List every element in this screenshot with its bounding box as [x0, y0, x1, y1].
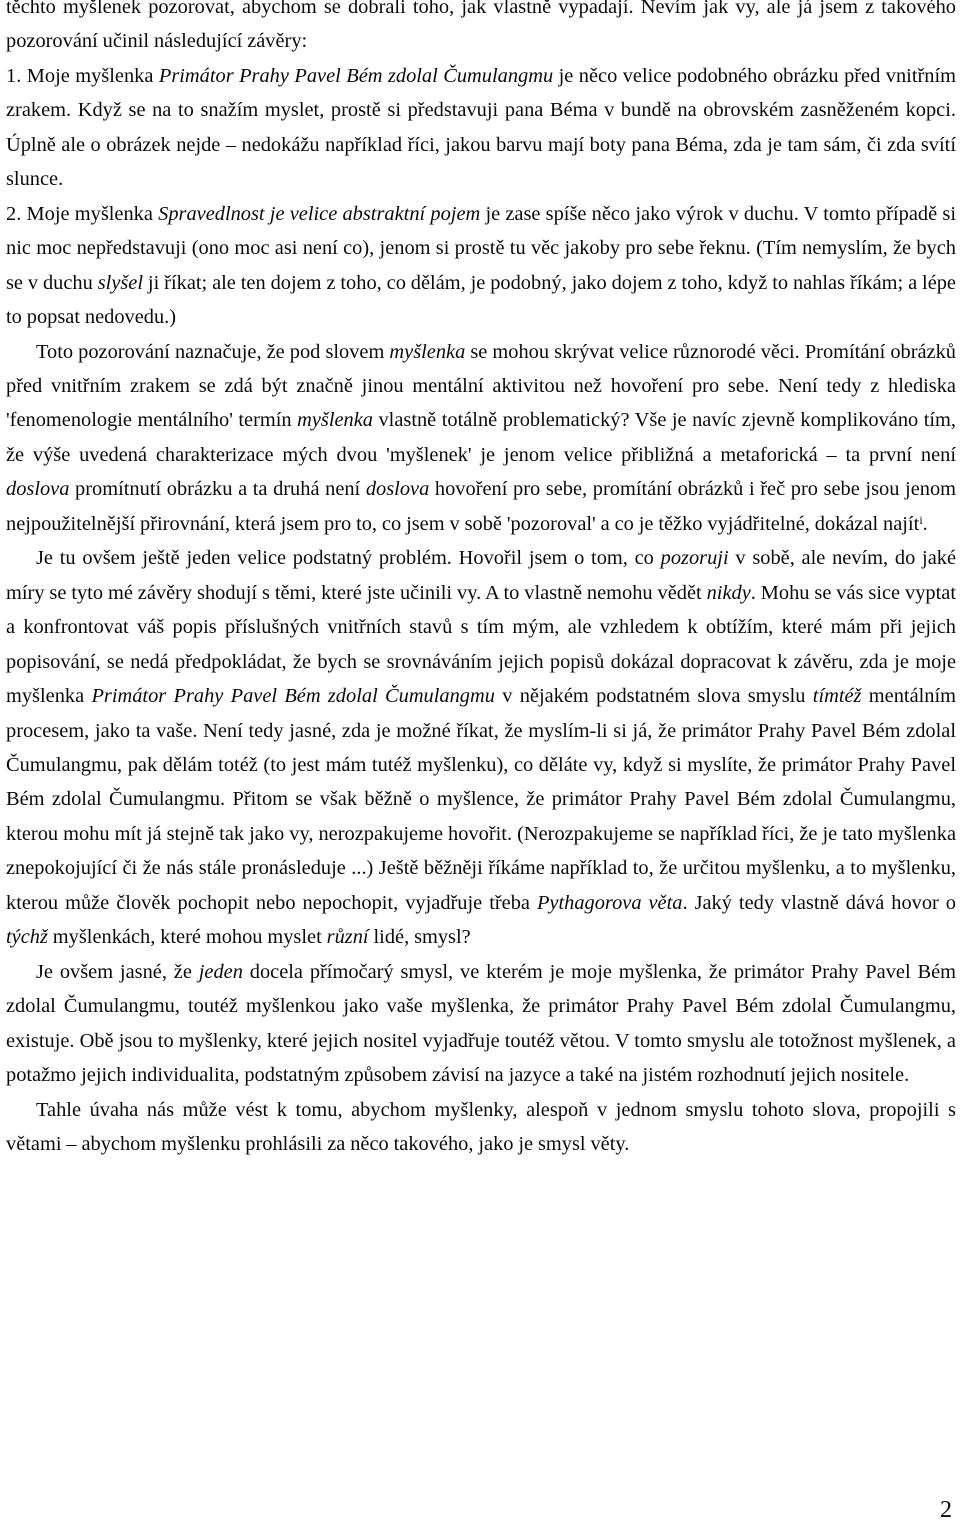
italic-text: doslova — [6, 478, 70, 501]
text-segment: . — [922, 512, 928, 535]
text-segment: je něco velice podobného obrázku před vnitřním zrakem. Když se na to snažím myslet, prostě si představuji pana Béma v bundě na obrovském zasněženém kopci. Úplně ale o obrázek nejde – nedokážu například říci, jakou barvu mají boty pana Béma, zda je tam sám, či zda svítí slunce. — [6, 64, 956, 191]
italic-text: doslova — [365, 478, 430, 501]
text-segment: myšlenkách, které mohou myslet — [47, 926, 327, 949]
page-number: 2 — [940, 1497, 952, 1523]
text-segment: ji říkat; ale ten dojem z toho, co dělám, je podobný, jako dojem z toho, když to nahlas říkám; a lépe to popsat nedovedu.) — [6, 271, 956, 329]
text-segment: mentálním procesem, jako ta vaše. Není tedy jasné, zda je možné říkat, že myslím-li si já, že primátor Prahy Pavel Bém zdolal Čumulangmu, pak dělám totéž (to jest mám tutéž myšlenku), co děláte vy, když si myslíte, že primátor Prahy Pavel Bém zdolal Čumulangmu. Přitom se však běžně o myšlence, že primátor Prahy Pavel Bém zdolal Čumulangmu, kterou mohu mít já stejně tak jako vy, nerozpakujeme hovořit. (Nerozpakujeme se například říci, že je tato myšlenka znepokojující či že nás stále pronásleduje ...) Ještě běžněji říkáme například to, že určitou myšlenku, a to myšlenku, kterou může člověk pochopit nebo nepochopit, vyjadřuje třeba — [6, 685, 957, 914]
italic-text: Primátor Prahy Pavel Bém zdolal Čumulangmu — [158, 64, 554, 87]
text-segment: 2. Moje myšlenka — [6, 202, 159, 225]
paragraph — [6, 541, 956, 954]
footnote-marker: i — [919, 512, 923, 527]
text-segment: docela přímočarý smysl, ve kterém je moje myšlenka, že primátor Prahy Pavel Bém zdolal Čumulangmu, toutéž myšlenkou jako vaše myšlenka, že primátor Prahy Pavel Bém zdolal Čumulangmu, existuje. Obě jsou to myšlenky, které jejich nositel vyjadřuje toutéž větou. V tomto smyslu ale totožnost myšlenek, a potažmo jejich individualita, podstatným způsobem závisí na jazyce a také na jistém rozhodnutí jejich nositele. — [6, 960, 956, 1087]
italic-text: myšlenka — [389, 340, 466, 363]
text-segment: v nějakém podstatném slova smyslu — [494, 685, 813, 708]
text-segment: v sobě, ale nevím, do jaké míry se tyto mé závěry shodují s těmi, které jste učinili vy. A to vlastně nemohu vědět — [6, 547, 956, 604]
text-segment: lidé, smysl? — [368, 926, 471, 949]
text-segment: Tahle úvaha nás může vést k tomu, abychom myšlenky, alespoň v jednom smyslu tohoto slova, propojili s větami – abychom myšlenku prohlásili za něco takového, jako je smysl věty. — [6, 1098, 956, 1155]
italic-text: Primátor Prahy Pavel Bém zdolal Čumulangmu — [91, 685, 495, 708]
italic-text: různí — [326, 926, 369, 949]
italic-text: jeden — [198, 960, 243, 983]
text-segment: je zase spíše něco jako výrok v duchu. V tomto případě si nic moc nepředstavuji (ono moc asi není co), jenom si prostě tu věc jakoby pro sebe řeknu. (Tím nemyslím, že bych se v duchu — [6, 202, 956, 294]
italic-text: tímtéž — [812, 685, 862, 708]
paragraph — [6, 0, 956, 59]
text-segment: Je tu ovšem ještě jeden velice podstatný problém. Hovořil jsem o tom, co — [36, 547, 661, 570]
paragraph — [6, 1093, 956, 1162]
document-page — [6, 0, 956, 1161]
italic-text: myšlenka — [297, 409, 373, 432]
text-segment: . Mohu se vás sice vyptat a konfrontovat váš popis příslušných vnitřních stavů s tím mým, ale vzhledem k obtížím, které mám při jejich popisování, se nedá předpokládat, že bych se srovnáváním jejich popisů dokázal dopracovat k závěru, zda je moje myšlenka — [6, 581, 956, 708]
text-segment: hovoření pro sebe, promítání obrázků i řeč pro sebe jsou jenom nejpoužitelnější přirovnání, která jsem pro to, co jsem v sobě 'pozoroval' a co je těžko vyjádřitelné, dokázal najít — [6, 478, 956, 535]
italic-text: Spravedlnost je velice abstraktní pojem — [158, 202, 481, 225]
italic-text: slyšel — [97, 271, 144, 294]
paragraph — [6, 335, 956, 542]
italic-text: nikdy — [706, 581, 751, 604]
text-segment: vlastně totálně problematický? Vše je navíc zjevně komplikováno tím, že výše uvedená charakterizace mých dvou 'myšlenek' je jenom velice přibližná a metaforická – ta první není — [6, 409, 957, 466]
paragraph — [6, 955, 956, 1093]
text-segment: těchto myšlenek pozorovat, abychom se dobrali toho, jak vlastně vypadají. Nevím jak vy, ale já jsem z takového pozorování učinil následující závěry: — [6, 0, 956, 53]
text-segment: . Jaký tedy vlastně dává hovor o — [682, 891, 957, 914]
text-segment: promítnutí obrázku a ta druhá není — [69, 478, 366, 501]
italic-text: pozoruji — [660, 547, 729, 570]
paragraph — [6, 59, 956, 197]
text-segment: se mohou skrývat velice různorodé věci. Promítání obrázků před vnitřním zrakem se zdá být značně jinou mentální aktivitou než hovoření pro sebe. Není tedy z hlediska 'fenomenologie mentálního' termín — [6, 340, 956, 432]
text-segment: 1. Moje myšlenka — [6, 64, 159, 87]
paragraph — [6, 197, 956, 335]
italic-text: týchž — [6, 926, 48, 949]
text-segment: Toto pozorování naznačuje, že pod slovem — [36, 340, 390, 363]
italic-text: Pythagorova věta — [536, 891, 683, 914]
text-segment: Je ovšem jasné, že — [36, 960, 199, 983]
